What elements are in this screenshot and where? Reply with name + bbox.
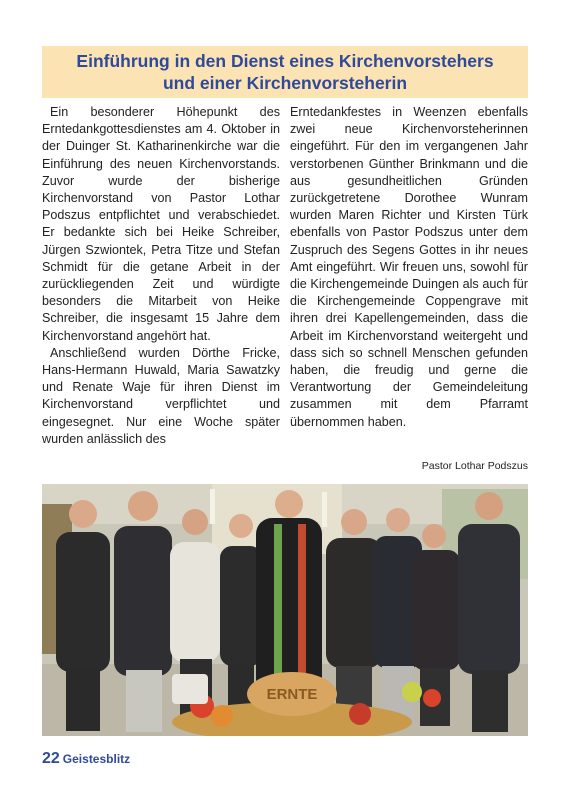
article-title-line-1: Einführung in den Dienst eines Kirchenvorstehers xyxy=(76,51,494,71)
article-title-line-2: und einer Kirchenvorsteherin xyxy=(162,73,408,93)
article-column-left xyxy=(42,104,280,448)
article-paragraph: Ein besonderer Höhepunkt des Erntedankgottesdienstes am 4. Oktober in der Duinger St. Katharinenkirche war die Einführung des neuen Kirchenvorstands. Zuvor wurde der bisherige Kirchenvorstand von Pastor Lothar Podszus entpflichtet und verabschiedet. Er bedankte sich bei Heike Schreiber, Jürgen Szwiontek, Petra Titze und Stefan Schmidt für die getane Arbeit in der zurückliegenden Zeit und würdigte besonders die Mitarbeit von Heike Schreiber, die insgesamt 15 Jahre dem Kirchenvorstand angehört hat. xyxy=(42,105,280,343)
page-number: 22 xyxy=(42,750,60,767)
bread-lettering: ERNTE xyxy=(266,686,318,703)
article-paragraph: Anschließend wurden Dörthe Fricke, Hans-Hermann Huwald, Maria Sawatzky und Renate Waje für ihren Dienst im Kirchenvorstand verpflichtet und eingesegnet. Nur eine Woche später wurden anlässlich des xyxy=(42,345,280,446)
group-photo xyxy=(42,484,528,736)
group-photo-illustration xyxy=(42,484,528,736)
page-footer xyxy=(42,750,130,768)
article-title-box xyxy=(42,46,528,98)
article-column-right xyxy=(290,104,528,431)
article-paragraph: Erntedankfestes in Weenzen ebenfalls zwei neue Kirchenvorsteherinnen eingeführt. Für den im vergangenen Jahr verstorbenen Günther Brinkmann und die aus gesundheitlichen Gründen zurückgetretene Dorothee Wunram wurden Maren Richter und Kirsten Türk ebenfalls von Pastor Podszus unter dem Zuspruch des Segens Gottes in ihr neues Amt eingeführt. Wir freuen uns, sowohl für die Kirchengemeinde Duingen als auch für die Kirchengemeinde Coppengrave mit ihren drei Kapellengemeinden, dass die Arbeit im Kirchenvorstand weitergeht und dass sich so schnell Menschen gefunden haben, die freudig und gerne die Verantwortung der Gemeindeleitung zusammen mit dem Pfarramt übernommen haben. xyxy=(290,105,528,429)
author-signature: Pastor Lothar Podszus xyxy=(421,460,528,472)
publication-name: Geistesblitz xyxy=(62,752,131,766)
